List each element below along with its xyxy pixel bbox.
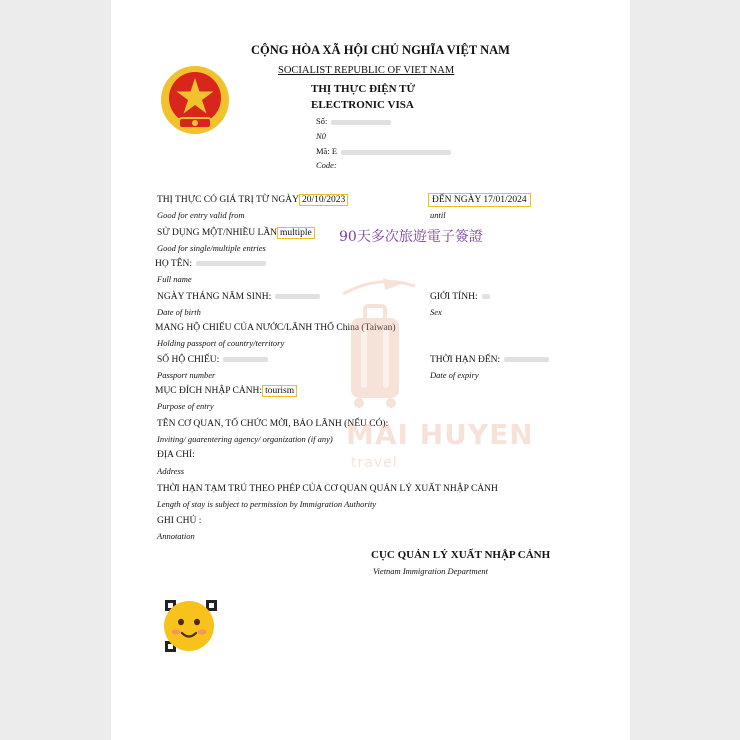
number-field [316,116,391,126]
watermark-sub: travel [351,455,398,471]
usage-row [157,228,315,238]
header-line2: SOCIALIST REPUBLIC OF VIET NAM [278,65,455,76]
sex-label-en: Sex [430,307,442,317]
passport-number-row [157,355,268,365]
number-label: Số: [316,116,328,126]
visa-document [111,0,630,740]
visa-title-vn: THỊ THỰC ĐIỆN TỬ [311,83,416,95]
address-label: ĐỊA CHỈ: [157,450,195,460]
redacted-sex [482,294,490,299]
national-emblem-icon [155,62,235,142]
watermark-brand: MAI HUYEN [346,418,534,451]
valid-from-label: THỊ THỰC CÓ GIÁ TRỊ TỪ NGÀY [157,195,299,205]
valid-until-en: until [430,210,446,220]
header-line1: CỘNG HÒA XÃ HỘI CHỦ NGHĨA VIỆT NAM [251,43,510,57]
code-label: Mã: E [316,146,338,156]
name-row [155,259,266,269]
passport-number-en: Passport number [157,370,216,380]
usage-label-en: Good for single/multiple entries [157,243,266,253]
dob-label-en: Date of birth [157,307,201,317]
usage-label: SỬ DỤNG MỘT/NHIỀU LẦN [157,228,278,238]
valid-from-value: 20/10/2023 [299,194,348,206]
dob-label: NGÀY THÁNG NĂM SINH: [157,292,272,302]
stay-label-en: Length of stay is subject to permission by Immigration Authority [157,499,377,509]
redacted-name [196,261,266,266]
stay-label: THỜI HẠN TẠM TRÚ THEO PHÉP CỦA CƠ QUAN QUẢN LÝ XUẤT NHẬP CẢNH [157,484,498,494]
purpose-value: tourism [262,385,297,397]
passport-number-label: SỐ HỘ CHIẾU: [157,355,220,365]
purpose-label-en: Purpose of entry [157,401,214,411]
address-label-en: Address [157,466,185,476]
valid-from-row [157,195,348,205]
note-label: GHI CHÚ : [157,516,202,526]
name-label: HỌ TÊN: [155,259,193,269]
redacted-expiry [504,357,549,362]
name-label-en: Full name [157,274,192,284]
valid-from-label-en: Good for entry valid from [157,210,245,220]
purpose-row [155,386,297,396]
smiley-emoji-icon [163,600,215,652]
usage-value: multiple [277,227,315,239]
authority-vn: CỤC QUẢN LÝ XUẤT NHẬP CẢNH [371,549,551,561]
code-label-en: Code: [316,160,337,170]
sex-row [430,292,490,302]
expiry-row [430,355,549,365]
redacted-dob [275,294,320,299]
chinese-note: 90天多次旅遊電子簽證 [339,229,483,245]
code-field [316,146,451,156]
visa-title-en: ELECTRONIC VISA [311,99,414,111]
watermark-suitcase-icon [339,276,419,416]
expiry-label-en: Date of expiry [430,370,479,380]
sex-label: GIỚI TÍNH: [430,292,478,302]
dob-row [157,292,320,302]
redacted-code [341,150,451,155]
expiry-label: THỜI HẠN ĐẾN: [430,355,501,365]
purpose-label: MỤC ĐÍCH NHẬP CẢNH: [155,386,263,396]
agency-label-en: Inviting/ guarentering agency/ organization (if any) [157,434,333,444]
passport-country: MANG HỘ CHIẾU CỦA NƯỚC/LÃNH THỔ China (Taiwan) [155,323,396,333]
authority-en: Vietnam Immigration Department [373,566,489,576]
redacted-passport-number [223,357,268,362]
passport-country-en: Holding passport of country/territory [157,338,285,348]
valid-until: ĐẾN NGÀY 17/01/2024 [428,193,531,207]
agency-label: TÊN CƠ QUAN, TỔ CHỨC MỜI, BẢO LÃNH (NẾU CÓ): [157,419,389,429]
number-label-en: N0 [316,131,326,141]
redacted-number [331,120,391,125]
note-label-en: Annotation [157,531,195,541]
